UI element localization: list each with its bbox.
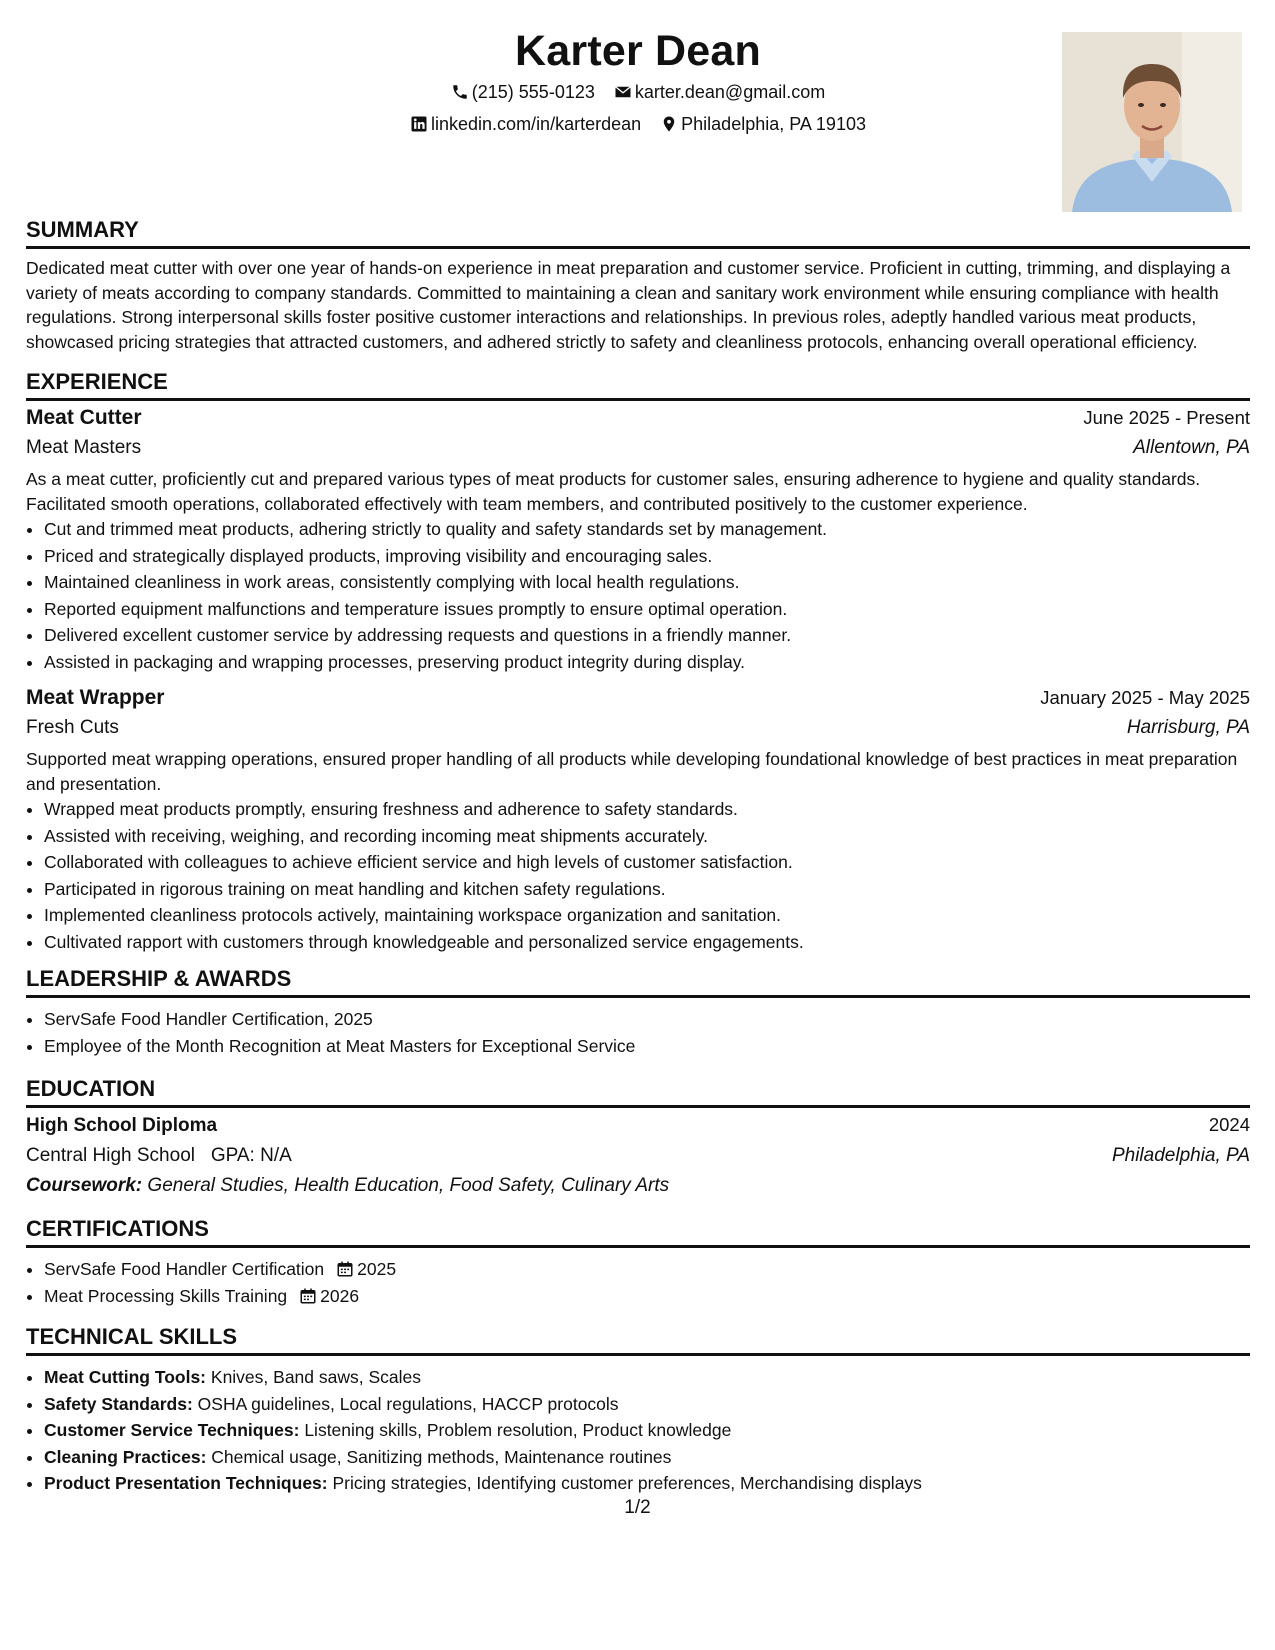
summary-text: Dedicated meat cutter with over one year of hands-on experience in meat preparation and customer service. Proficient in cutting, trimming, and displaying a variety of meats according to company standards. Committed to maintaining a clean and sanitary work environment while ensuring compliance with health regulations. Strong interpersonal skills foster positive customer interactions and relationships. In previous roles, adeptly handled various meat products, showcased pricing strategies that attracted customers, and adhered strictly to safety and cleanliness protocols, enhancing overall operational efficiency.	[26, 258, 1231, 352]
company-name: Meat Masters	[26, 437, 142, 458]
list-item: • Employee of the Month Recognition at Meat Masters for Exceptional Service	[44, 1033, 1250, 1060]
linkedin-icon	[410, 115, 428, 133]
resume-header	[26, 22, 1250, 212]
skill-value: Chemical usage, Sanitizing methods, Maintenance routines	[211, 1446, 672, 1467]
coursework-label: Coursework:	[26, 1175, 143, 1196]
list-item	[44, 1256, 1250, 1283]
certifications-section	[26, 1215, 1250, 1309]
skill-value: Listening skills, Problem resolution, Product knowledge	[304, 1420, 732, 1440]
list-item: • Implemented cleanliness protocols actively, maintaining workspace organization and sanitation.	[44, 902, 1250, 929]
phone-number: (215) 555-0123	[471, 82, 595, 102]
list-item	[44, 1391, 1250, 1418]
certification-year: 2025	[357, 1259, 397, 1279]
job-dates: June 2025 - Present	[1083, 407, 1250, 428]
certification-name: ServSafe Food Handler Certification	[44, 1259, 325, 1279]
summary-section	[26, 216, 1250, 354]
coursework-line	[26, 1171, 1250, 1201]
skill-value: Knives, Band saws, Scales	[210, 1367, 421, 1387]
phone-icon	[451, 83, 469, 101]
resume-page	[26, 22, 1250, 1497]
list-item: • Delivered excellent customer service by addressing requests and questions in a friendly manner.	[44, 622, 1250, 649]
list-item	[44, 1283, 1250, 1310]
envelope-icon	[614, 83, 632, 101]
job-entry	[26, 683, 1250, 955]
list-item: • Cultivated rapport with customers through knowledgeable and personalized service engagements.	[44, 929, 1250, 956]
list-item: • Wrapped meat products promptly, ensuring freshness and adherence to safety standards.	[44, 796, 1250, 823]
map-pin-icon	[660, 115, 678, 133]
list-item: • Cut and trimmed meat products, adhering strictly to quality and safety standards set by management.	[44, 516, 1250, 543]
list-item	[44, 1470, 1250, 1497]
page-number: 1/2	[624, 1497, 651, 1518]
education-section	[26, 1075, 1250, 1201]
leadership-section	[26, 965, 1250, 1059]
skill-value: OSHA guidelines, Local regulations, HACCP protocols	[197, 1393, 619, 1414]
certification-year: 2026	[320, 1285, 360, 1306]
skill-label: Customer Service Techniques:	[44, 1420, 300, 1440]
job-description: As a meat cutter, proficiently cut and prepared various types of meat products for customer sales, ensuring adherence to hygiene and quality standards. Facilitated smooth operations, collaborated effectively with team members, and contributed positively to the customer experience.	[26, 469, 1201, 514]
job-title: Meat Cutter	[26, 406, 142, 429]
company-name: Fresh Cuts	[26, 717, 119, 738]
leadership-list	[26, 1006, 1250, 1059]
summary-heading: SUMMARY	[26, 216, 1250, 249]
location-text: Philadelphia, PA 19103	[681, 114, 866, 134]
certifications-list	[26, 1256, 1250, 1309]
list-item	[44, 1364, 1250, 1391]
job-bullets	[26, 796, 1250, 955]
leadership-heading: LEADERSHIP & AWARDS	[26, 965, 1250, 998]
location-contact	[660, 112, 866, 136]
list-item: • Assisted in packaging and wrapping processes, preserving product integrity during display.	[44, 649, 1250, 676]
skills-list	[26, 1364, 1250, 1497]
skill-label: Safety Standards:	[44, 1393, 193, 1414]
list-item	[44, 1444, 1250, 1471]
candidate-name: Karter Dean	[515, 27, 761, 75]
skill-value: Pricing strategies, Identifying customer preferences, Merchandising displays	[332, 1473, 922, 1493]
certifications-heading: CERTIFICATIONS	[26, 1215, 1250, 1248]
job-location: Harrisburg, PA	[1126, 717, 1250, 738]
coursework-text: General Studies, Health Education, Food Safety, Culinary Arts	[147, 1175, 670, 1196]
job-dates: January 2025 - May 2025	[1040, 687, 1250, 708]
calendar-icon	[336, 1260, 354, 1278]
profile-photo	[1062, 32, 1242, 212]
list-item: • ServSafe Food Handler Certification, 2025	[44, 1006, 1250, 1033]
list-item	[44, 1417, 1250, 1444]
list-item: • Participated in rigorous training on meat handling and kitchen safety regulations.	[44, 876, 1250, 903]
skills-heading: TECHNICAL SKILLS	[26, 1323, 1250, 1356]
education-heading: EDUCATION	[26, 1075, 1250, 1108]
job-bullets	[26, 516, 1250, 675]
job-description: Supported meat wrapping operations, ensured proper handling of all products while developing foundational knowledge of best practices in meat preparation and presentation.	[26, 749, 1238, 794]
linkedin-contact[interactable]	[410, 112, 641, 136]
job-title: Meat Wrapper	[26, 686, 165, 709]
skills-section	[26, 1323, 1250, 1497]
list-item: • Collaborated with colleagues to achieve efficient service and high levels of customer satisfaction.	[44, 849, 1250, 876]
experience-section	[26, 368, 1250, 955]
calendar-icon	[299, 1287, 317, 1305]
linkedin-url[interactable]: linkedin.com/in/karterdean	[431, 114, 642, 134]
school-location: Philadelphia, PA	[1111, 1145, 1250, 1166]
phone-contact	[451, 80, 595, 104]
gpa: GPA: N/A	[210, 1145, 292, 1166]
email-contact[interactable]	[614, 80, 825, 104]
experience-heading: EXPERIENCE	[26, 368, 1250, 401]
list-item: • Reported equipment malfunctions and temperature issues promptly to ensure optimal operation.	[44, 596, 1250, 623]
list-item: • Assisted with receiving, weighing, and recording incoming meat shipments accurately.	[44, 823, 1250, 850]
job-entry	[26, 403, 1250, 675]
job-location: Allentown, PA	[1133, 437, 1250, 458]
graduation-year: 2024	[1208, 1114, 1250, 1135]
school-name: Central High School	[26, 1145, 195, 1166]
skill-label: Meat Cutting Tools:	[44, 1367, 207, 1387]
certification-name: Meat Processing Skills Training	[44, 1285, 288, 1306]
skill-label: Cleaning Practices:	[44, 1446, 207, 1467]
degree-title: High School Diploma	[26, 1115, 218, 1136]
list-item: • Maintained cleanliness in work areas, consistently complying with local health regulations.	[44, 569, 1250, 596]
school-line	[26, 1141, 292, 1171]
email-address[interactable]: karter.dean@gmail.com	[634, 82, 826, 102]
list-item: • Priced and strategically displayed products, improving visibility and encouraging sales.	[44, 543, 1250, 570]
skill-label: Product Presentation Techniques:	[44, 1473, 328, 1493]
